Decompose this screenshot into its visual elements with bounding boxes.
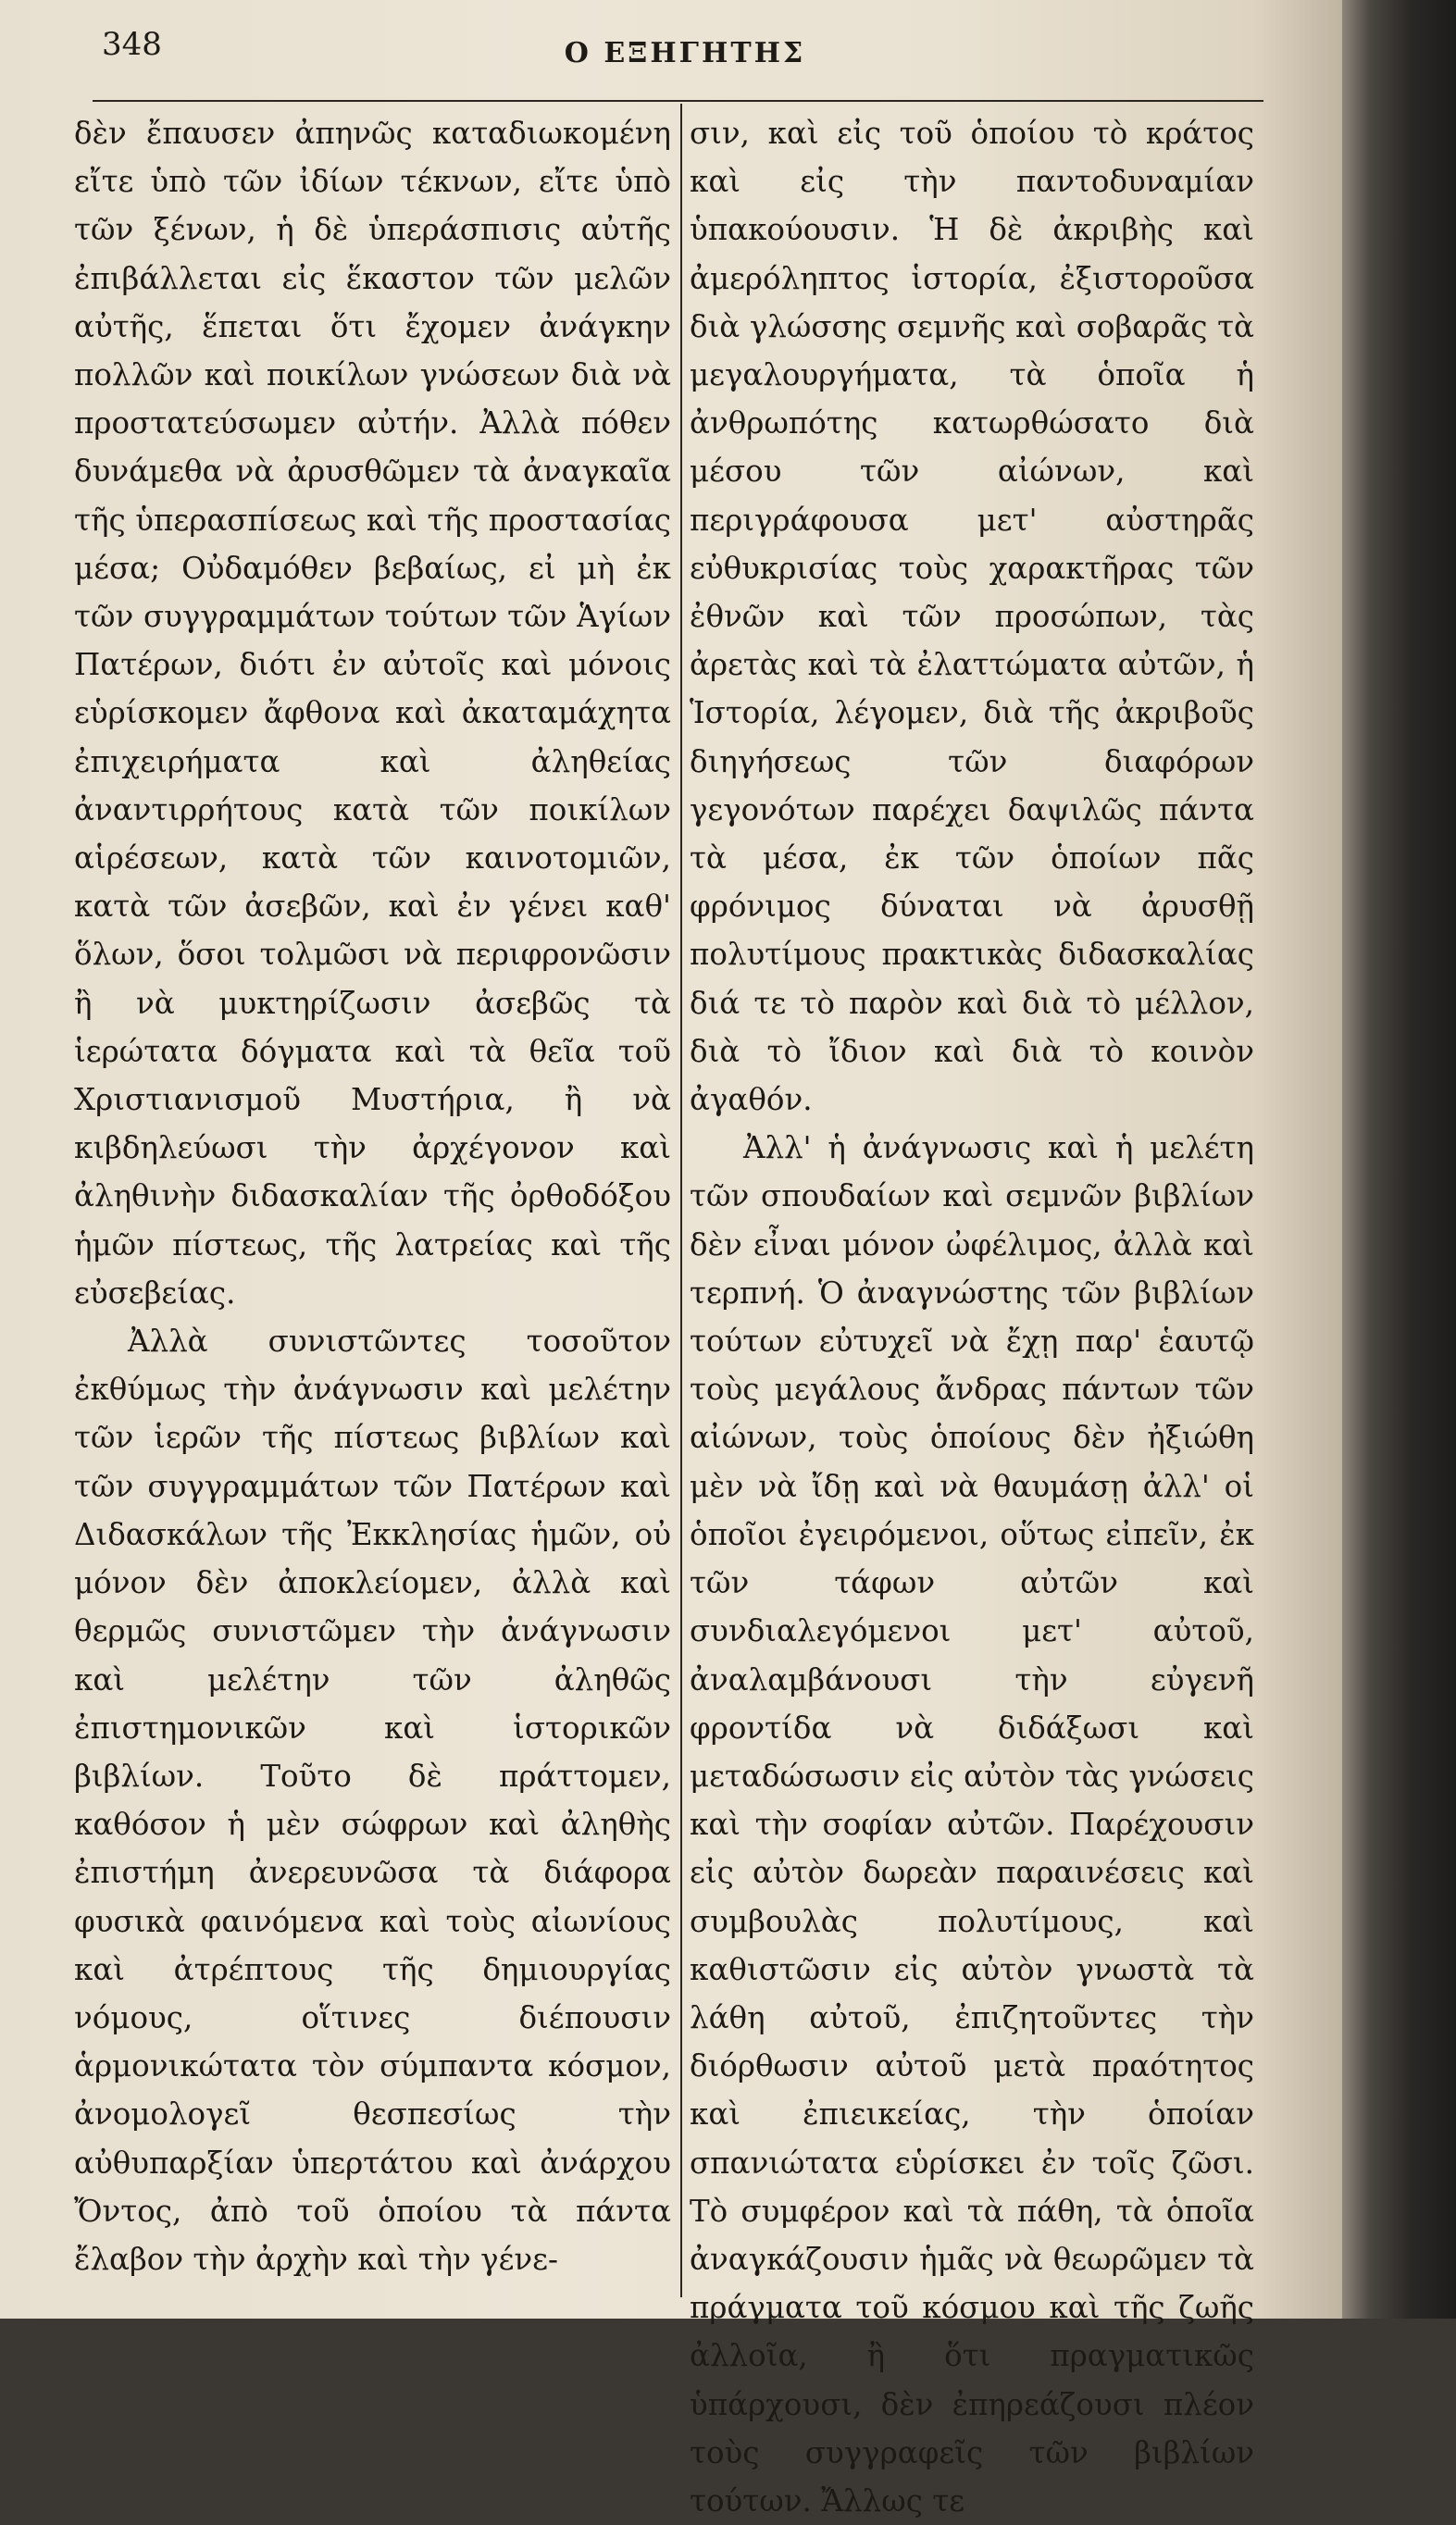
- right-paragraph-1: σιν, καὶ εἰς τοῦ ὁποίου τὸ κράτος καὶ εἰς τὴν παντοδυναμίαν ὑπακούουσιν. Ἡ δὲ ἀκριβὴς καὶ ἀμερόληπτος ἱστορία, ἐξιστοροῦσα διὰ γλώσσης σεμνῆς καὶ σοβαρᾶς τὰ μεγαλουργήματα, τὰ ὁποῖα ἡ ἀνθρωπότης κατωρθώσατο διὰ μέσου τῶν αἰώνων, καὶ περιγράφουσα μετ' αὐστηρᾶς εὐθυκρισίας τοὺς χαρακτῆρας τῶν ἐθνῶν καὶ τῶν προσώπων, τὰς ἀρετὰς καὶ τὰ ἐλαττώματα αὐτῶν, ἡ Ἱστορία, λέγομεν, διὰ τῆς ἀκριβοῦς διηγήσεως τῶν διαφόρων γεγονότων παρέχει δαψιλῶς πάντα τὰ μέσα, ἐκ τῶν ὁποίων πᾶς φρόνιμος δύναται νὰ ἀρυσθῇ πολυτίμους πρακτικὰς διδασκαλίας διά τε τὸ παρὸν καὶ διὰ τὸ μέλλον, διὰ τὸ ἴδιον καὶ διὰ τὸ κοινὸν ἀγαθόν.: [690, 116, 1254, 1118]
- left-column: [74, 109, 671, 2283]
- running-title: Ο ΕΞΗΓΗΤΗΣ: [564, 37, 806, 69]
- header-rule: [93, 100, 1263, 102]
- page-number: 348: [102, 26, 162, 63]
- book-gutter-shadow: [1342, 0, 1456, 2319]
- left-paragraph-1: δὲν ἔπαυσεν ἀπηνῶς καταδιωκομένη εἴτε ὑπὸ τῶν ἰδίων τέκνων, εἴτε ὑπὸ τῶν ξένων, ἡ δὲ ὑπεράσπισις αὐτῆς ἐπιβάλλεται εἰς ἕκαστον τῶν μελῶν αὐτῆς, ἕπεται ὅτι ἔχομεν ἀνάγκην πολλῶν καὶ ποικίλων γνώσεων διὰ νὰ προστατεύσωμεν αὐτήν. Ἀλλὰ πόθεν δυνάμεθα νὰ ἀρυσθῶμεν τὰ ἀναγκαῖα τῆς ὑπερασπίσεως καὶ τῆς προστασίας μέσα; Οὐδαμόθεν βεβαίως, εἰ μὴ ἐκ τῶν συγγραμμάτων τούτων τῶν Ἁγίων Πατέρων, διότι ἐν αὐτοῖς καὶ μόνοις εὑρίσκομεν ἄφθονα καὶ ἀκαταμάχητα ἐπιχειρήματα καὶ ἀληθείας ἀναντιρρήτους κατὰ τῶν ποικίλων αἱρέσεων, κατὰ τῶν καινοτομιῶν, κατὰ τῶν ἀσεβῶν, καὶ ἐν γένει καθ' ὅλων, ὅσοι τολμῶσι νὰ περιφρονῶσιν ἢ νὰ μυκτηρίζωσιν ἀσεβῶς τὰ ἱερώτατα δόγματα καὶ τὰ θεῖα τοῦ Χριστιανισμοῦ Μυστήρια, ἢ νὰ κιβδηλεύωσι τὴν ἀρχέγονον καὶ ἀληθινὴν διδασκαλίαν τῆς ὀρθοδόξου ἡμῶν πίστεως, τῆς λατρείας καὶ τῆς εὐσεβείας.: [74, 116, 671, 1311]
- right-column: [690, 109, 1254, 2525]
- page-header: [93, 26, 1277, 81]
- column-divider: [680, 104, 682, 2297]
- left-paragraph-2: Ἀλλὰ συνιστῶντες τοσοῦτον ἐκθύμως τὴν ἀνάγνωσιν καὶ μελέτην τῶν ἱερῶν τῆς πίστεως βιβλίων καὶ τῶν συγγραμμάτων τῶν Πατέρων καὶ Διδασκάλων τῆς Ἐκκλησίας ἡμῶν, οὐ μόνον δὲν ἀποκλείομεν, ἀλλὰ καὶ θερμῶς συνιστῶμεν τὴν ἀνάγνωσιν καὶ μελέτην τῶν ἀληθῶς ἐπιστημονικῶν καὶ ἱστορικῶν βιβλίων. Τοῦτο δὲ πράττομεν, καθόσον ἡ μὲν σώφρων καὶ ἀληθὴς ἐπιστήμη ἀνερευνῶσα τὰ διάφορα φυσικὰ φαινόμενα καὶ τοὺς αἰωνίους καὶ ἀτρέπτους τῆς δημιουργίας νόμους, οἵτινες διέπουσιν ἁρμονικώτατα τὸν σύμπαντα κόσμον, ἀνομολογεῖ θεσπεσίως τὴν αὐθυπαρξίαν ὑπερτάτου καὶ ἀνάρχου Ὄντος, ἀπὸ τοῦ ὁποίου τὰ πάντα ἔλαβον τὴν ἀρχὴν καὶ τὴν γένε-: [74, 1324, 671, 2277]
- right-paragraph-2: Ἀλλ' ἡ ἀνάγνωσις καὶ ἡ μελέτη τῶν σπουδαίων καὶ σεμνῶν βιβλίων δὲν εἶναι μόνον ὠφέλιμος, ἀλλὰ καὶ τερπνή. Ὁ ἀναγνώστης τῶν βιβλίων τούτων εὐτυχεῖ νὰ ἔχῃ παρ' ἑαυτῷ τοὺς μεγάλους ἄνδρας πάντων τῶν αἰώνων, τοὺς ὁποίους δὲν ἠξιώθη μὲν νὰ ἴδῃ καὶ νὰ θαυμάσῃ ἀλλ' οἱ ὁποῖοι ἐγειρόμενοι, οὕτως εἰπεῖν, ἐκ τῶν τάφων αὐτῶν καὶ συνδιαλεγόμενοι μετ' αὐτοῦ, ἀναλαμβάνουσι τὴν εὐγενῆ φροντίδα νὰ διδάξωσι καὶ μεταδώσωσιν εἰς αὐτὸν τὰς γνώσεις καὶ τὴν σοφίαν αὐτῶν. Παρέχουσιν εἰς αὐτὸν δωρεὰν παραινέσεις καὶ συμβουλὰς πολυτίμους, καὶ καθιστῶσιν εἰς αὐτὸν γνωστὰ τὰ λάθη αὐτοῦ, ἐπιζητοῦντες τὴν διόρθωσιν αὐτοῦ μετὰ πραότητος καὶ ἐπιεικείας, τὴν ὁποίαν σπανιώτατα εὑρίσκει ἐν τοῖς ζῶσι. Τὸ συμφέρον καὶ τὰ πάθη, τὰ ὁποῖα ἀναγκάζουσιν ἡμᾶς νὰ θεωρῶμεν τὰ πράγματα τοῦ κόσμου καὶ τῆς ζωῆς ἀλλοῖα, ἢ ὅτι πραγματικῶς ὑπάρχουσι, δὲν ἐπηρεάζουσι πλέον τοὺς συγγραφεῖς τῶν βιβλίων τούτων. Ἄλλως τε: [690, 1130, 1254, 2519]
